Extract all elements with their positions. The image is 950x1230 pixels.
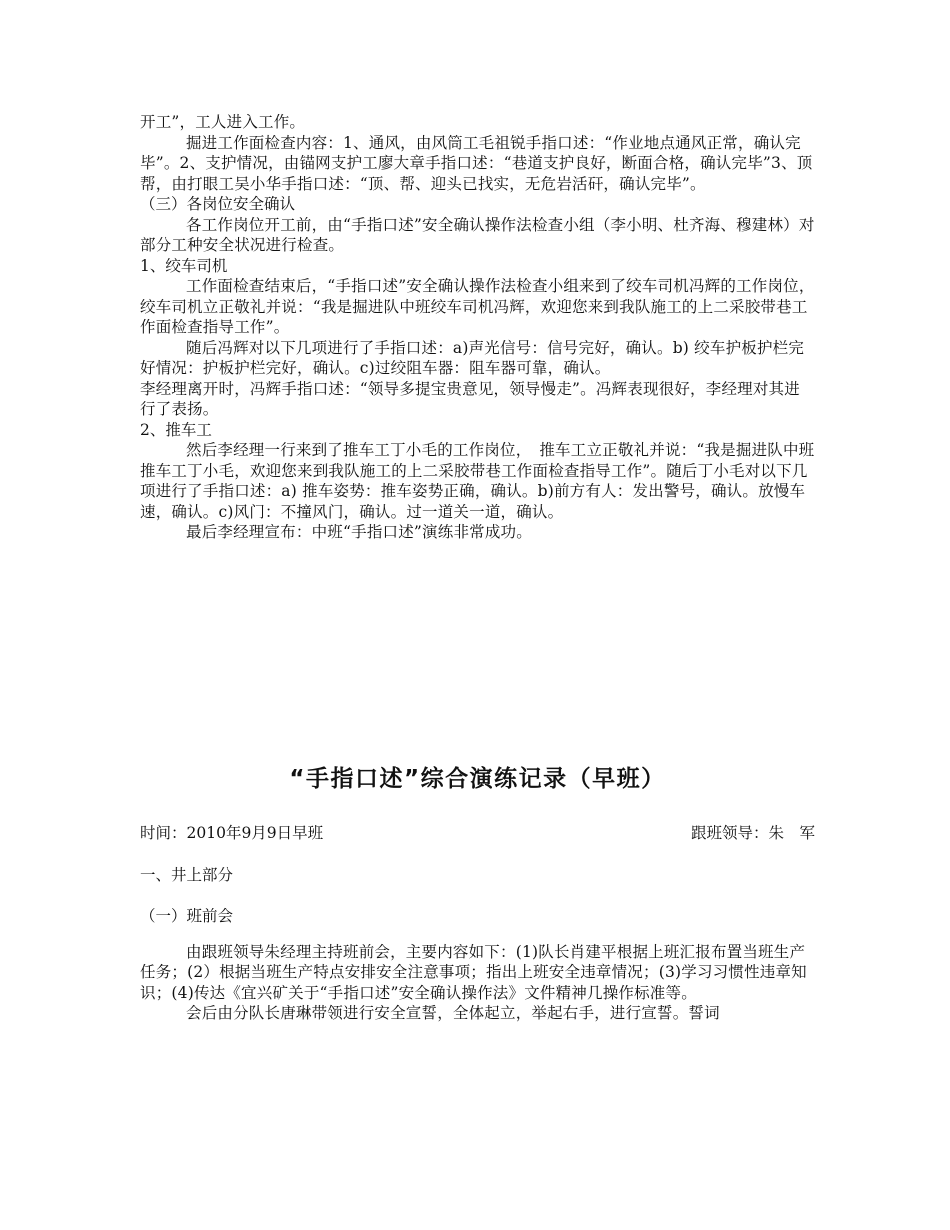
record-title: “手指口述”综合演练记录（早班） [289, 765, 666, 792]
meeting-paragraph: 由跟班领导朱经理主持班前会，主要内容如下：(1)队长肖建平根据上班汇报布置当班生产任务；(2）根据当班生产特点安排安全注意事项；指出上班安全违章情况；(3)学习习惯性违章知识；(4)传达《宜兴矿关于“手指口述”安全确认操作法》文件精神几操作标准等。 [140, 942, 807, 1002]
conclusion-paragraph: 最后李经理宣布：中班“手指口述”演练非常成功。 [186, 523, 532, 541]
post-inspection-paragraph: 各工作岗位开工前，由“手指口述”安全确认操作法检查小组（李小明、杜齐海、穆建林）对部分工种安全状况进行检查。 [140, 215, 815, 254]
record-meta [140, 823, 815, 844]
continuation-line: 开工”，工人进入工作。 [140, 113, 306, 131]
workface-inspection-paragraph: 掘进工作面检查内容：1、通风，由风筒工毛祖锐手指口述：“作业地点通风正常，确认完毕”。2、支护情况，由锚网支护工廖大章手指口述：“巷道支护良好，断面合格，确认完毕”3、顶帮，由打眼工吴小华手指口述：“顶、帮、迎头已找实，无危岩活矸，确认完毕”。 [140, 133, 813, 193]
manager-leaves-paragraph: 李经理离开时，冯辉手指口述：“领导多提宝贵意见，领导慢走”。冯辉表现很好，李经理对其进行了表扬。 [140, 379, 800, 418]
subheading-winch-driver: 1、绞车司机 [140, 256, 228, 275]
page-gap [140, 543, 815, 763]
section-heading-post-safety: （三）各岗位安全确认 [140, 195, 296, 213]
winch-checks-paragraph: 随后冯辉对以下几项进行了手指口述：a)声光信号：信号完好，确认。b) 绞车护板护栏完好情况：护板护栏完好，确认。c)过绞阻车器：阻车器可靠，确认。 [140, 338, 805, 377]
subheading-cart-pusher: 2、推车工 [140, 420, 212, 439]
document-page [140, 112, 823, 1024]
winch-driver-paragraph: 工作面检查结束后，“手指口述”安全确认操作法检查小组来到了绞车司机冯辉的工作岗位， 绞车司机立正敬礼并说：“我是掘进队中班绞车司机冯辉，欢迎您来到我队施工的上二采胶带巷工作面检查指导工作”。 [140, 277, 823, 336]
subheading-pre-shift-meeting: （一）班前会 [140, 906, 234, 925]
part-heading-above-ground: 一、井上部分 [140, 866, 234, 884]
record-time: 时间：2010年9月9日早班 [140, 823, 324, 842]
cart-pusher-paragraph: 然后李经理一行来到了推车工丁小毛的工作岗位， 推车工立正敬礼并说：“我是掘进队中班推车工丁小毛，欢迎您来到我队施工的上二采胶带巷工作面检查指导工作”。随后丁小毛对以下几项进行了手指口述：a) 推车姿势：推车姿势正确，确认。b)前方有人：发出警号，确认。放慢车速，确认。c)风门：不撞风门，确认。过一道关一道，确认。 [140, 441, 815, 521]
oath-paragraph: 会后由分队长唐琳带领进行安全宣誓，全体起立，举起右手，进行宣誓。誓词 [186, 1004, 720, 1022]
record-leader: 跟班领导：朱 军 [690, 823, 815, 842]
